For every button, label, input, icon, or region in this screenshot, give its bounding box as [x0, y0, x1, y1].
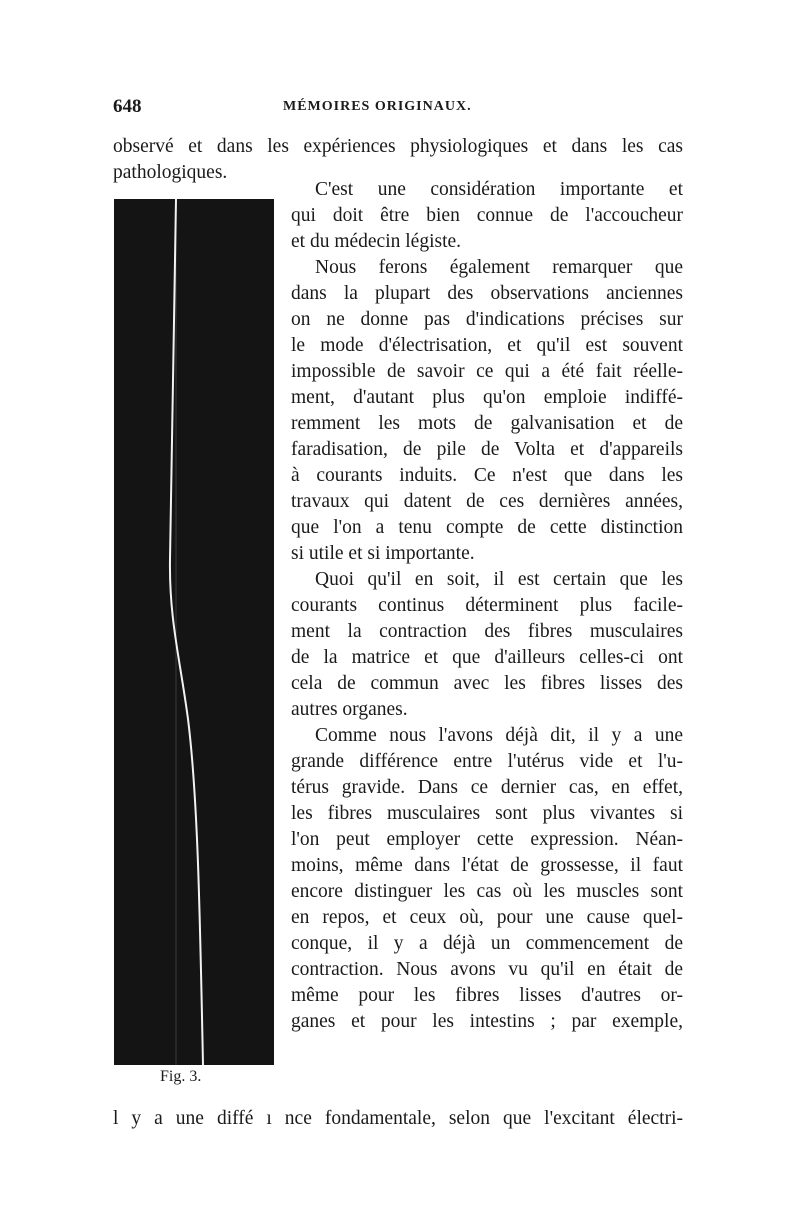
text-line: térus gravide. Dans ce dernier cas, en effet,: [291, 777, 683, 798]
text-line: remment les mots de galvanisation et de: [291, 413, 683, 434]
text-line: encore distinguer les cas où les muscles sont: [291, 881, 683, 902]
text-line: C'est une considération importante et: [315, 179, 683, 200]
text-line: courants continus déterminent plus facile-: [291, 595, 683, 616]
text-line: l'on peut employer cette expression. Néan-: [291, 829, 683, 850]
text-line: moins, même dans l'état de grossesse, il faut: [291, 855, 683, 876]
page-number: 648: [113, 96, 142, 117]
text-line: conque, il y a déjà un commencement de: [291, 933, 683, 954]
text-line: même pour les fibres lisses d'autres or-: [291, 985, 683, 1006]
text-line: que l'on a tenu compte de cette distinction: [291, 517, 683, 538]
text-line: les fibres musculaires sont plus vivantes si: [291, 803, 683, 824]
text-line: cela de commun avec les fibres lisses des: [291, 673, 683, 694]
text-line: faradisation, de pile de Volta et d'appareils: [291, 439, 683, 460]
text-line: le mode d'électrisation, et qu'il est souvent: [291, 335, 683, 356]
contraction-tracing: [170, 199, 203, 1065]
tracing-svg: [114, 199, 274, 1065]
running-header: [113, 96, 683, 122]
text-line: qui doit être bien connue de l'accoucheur: [291, 205, 683, 226]
text-line: travaux qui datent de ces dernières années,: [291, 491, 683, 512]
text-line-top-2: pathologiques.: [113, 162, 228, 183]
text-line: si utile et si importante.: [291, 543, 475, 564]
text-column: [291, 177, 683, 1035]
text-line: et du médecin légiste.: [291, 231, 462, 252]
running-head-title: MÉMOIRES ORIGINAUX.: [283, 99, 472, 114]
text-line: ment, d'autant plus qu'on emploie indiffé-: [291, 387, 683, 408]
text-line: autres organes.: [291, 699, 408, 720]
kymograph-figure: [114, 199, 274, 1065]
text-line-bottom: l y a une diffé ı nce fondamentale, selon que l'excitant électri-: [113, 1108, 683, 1129]
text-line: Comme nous l'avons déjà dit, il y a une: [315, 725, 683, 746]
text-line: à courants induits. Ce n'est que dans les: [291, 465, 683, 486]
text-line: en repos, et ceux où, pour une cause quel-: [291, 907, 683, 928]
text-line: impossible de savoir ce qui a été fait réelle-: [291, 361, 683, 382]
text-line: de la matrice et que d'ailleurs celles-ci ont: [291, 647, 683, 668]
text-line: contraction. Nous avons vu qu'il en était de: [291, 959, 683, 980]
text-line: ment la contraction des fibres musculaires: [291, 621, 683, 642]
text-line: Nous ferons également remarquer que: [315, 257, 683, 278]
text-line: on ne donne pas d'indications précises sur: [291, 309, 683, 330]
text-line: ganes et pour les intestins ; par exemple,: [291, 1011, 683, 1032]
text-line: Quoi qu'il en soit, il est certain que les: [315, 569, 683, 590]
figure-caption: Fig. 3.: [160, 1068, 202, 1085]
text-line: grande différence entre l'utérus vide et l'u-: [291, 751, 683, 772]
text-line: dans la plupart des observations anciennes: [291, 283, 683, 304]
text-line-top-1: observé et dans les expériences physiologiques et dans les cas: [113, 136, 683, 157]
